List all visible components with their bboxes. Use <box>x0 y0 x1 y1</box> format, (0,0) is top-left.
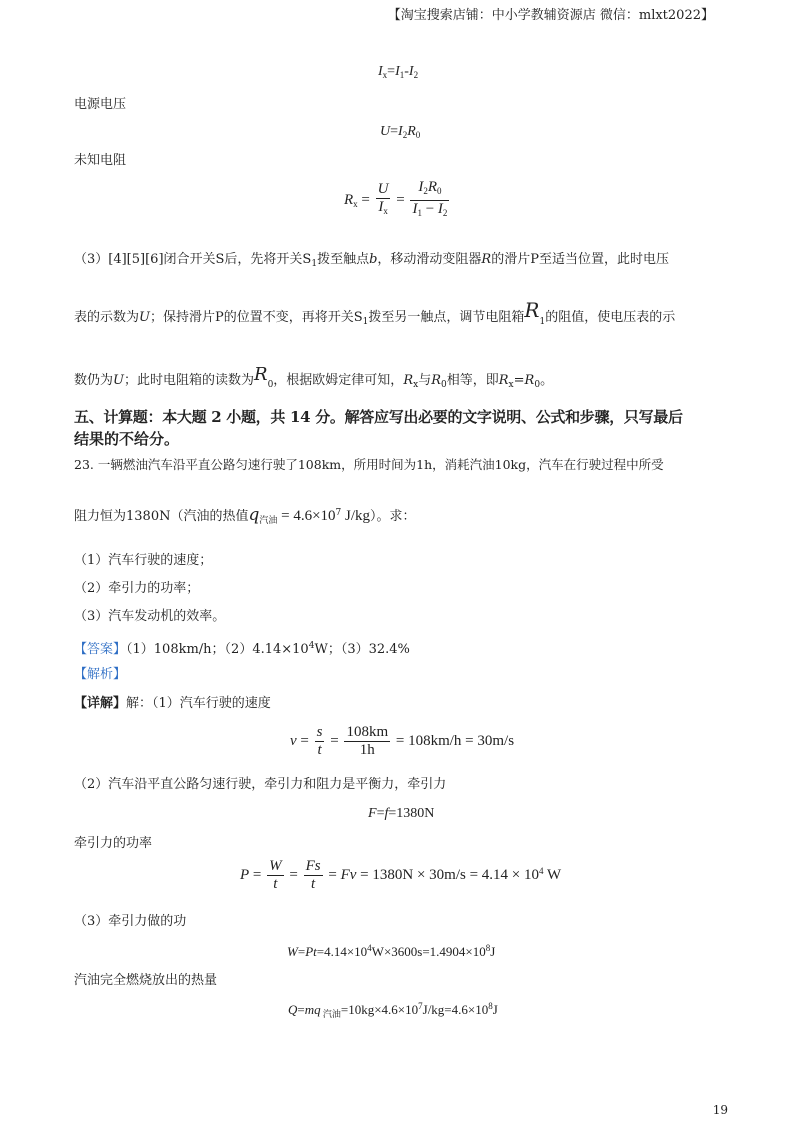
answer-line: 【答案】（1）108km/h；$(2)4.14\times 10^4W$；（3）32.4% <box>74 641 410 657</box>
equation-ix: $I_x=I_1-I_2$ <box>378 64 419 80</box>
section-title-line-1: 五、计算题：本大题 2 小题，共 14 分。解答应写出必要的文字说明、公式和步骤，只写最后 <box>74 408 683 426</box>
question-23-sub-3: （3）汽车发动机的效率。 <box>74 609 226 624</box>
label-unknown-resistance: 未知电阻 <box>74 153 127 168</box>
fraction-u-over-ix: $\frac{U}{I_x}$ <box>377 181 389 216</box>
equation-power: P = $\frac{W}{t}$ = $\frac{Fs}{t}$ = $Fv = 1380N \times 30m/s = 4.14 \times 10^4$ W <box>240 858 562 892</box>
equation-u: $U=I_2R_0$ <box>380 124 421 140</box>
paragraph-3-line-1: （3）[4][5][6]闭合开关S后，先将开关$S_1$拨至触点b，移动滑动变阻器R的滑片P至适当位置，此时电压 <box>74 252 669 269</box>
equation-rx: $R_x$ = $\frac{U}{I_x}$ = $\frac{I_2R_0}{I_1 - I_2}$ <box>344 179 451 222</box>
header-shop-text: 【淘宝搜索店铺：中小学教辅资源店 微信：mlxt2022】 <box>387 8 714 23</box>
paragraph-3-line-2: 表的示数为U；保持滑片P的位置不变，再将开关$S_1$拨至另一触点，调节电阻箱$R_1$的阻值，使电压表的示 <box>74 298 676 327</box>
fraction-w-over-t: $\frac{W}{t}$ <box>269 858 282 892</box>
fraction-i2r0-over-i1-minus-i2: $\frac{I_2R_0}{I_1 - I_2}$ <box>412 179 448 218</box>
question-23-line-2: 阻力恒为1380N（汽油的热值$q_{汽油} = 4.6\times 10^7$ J/kg）。求： <box>74 505 416 526</box>
fraction-fs-over-t: $\frac{Fs}{t}$ <box>305 858 321 892</box>
equation-heat: Q=mq $_{汽油}=10kg\times 4.6\times 10^7J/kg=4.6\times 10^8J$ <box>288 1001 498 1019</box>
equation-work: $W=Pt=4.14\times 10^4W\times 3600s=1.4904\times 10^8J$ <box>287 943 496 959</box>
detail-line: 【详解】解：（1）汽车行驶的速度 <box>74 696 271 711</box>
traction-work-line: （3）牵引力做的功 <box>74 914 187 929</box>
analysis-label: 【解析】 <box>74 667 127 682</box>
label-heat-released: 汽油完全燃烧放出的热量 <box>74 973 218 988</box>
label-traction-power: 牵引力的功率 <box>74 836 153 851</box>
question-23-sub-2: （2）牵引力的功率； <box>74 581 200 596</box>
label-power-voltage: 电源电压 <box>74 97 127 112</box>
equation-force: F=f=1380N <box>368 806 435 821</box>
fraction-s-over-t: $\frac{s}{t}$ <box>316 724 323 758</box>
question-23-sub-1: （1）汽车行驶的速度； <box>74 553 213 568</box>
answer-label: 【答案】 <box>74 642 127 657</box>
page-number: 19 <box>712 1103 728 1117</box>
equation-speed: v = $\frac{s}{t}$ = $\frac{108km}{1h}$ = 108km/h = 30m/s <box>290 724 515 758</box>
fraction-108km-over-1h: $\frac{108km}{1h}$ <box>346 724 389 758</box>
question-23-line-1: 23. 一辆燃油汽车沿平直公路匀速行驶了108km，所用时间为1h，消耗汽油10kg，汽车在行驶过程中所受 <box>74 457 664 472</box>
detail-label: 【详解】 <box>74 696 127 711</box>
section-title-line-2: 结果的不给分。 <box>74 430 180 448</box>
traction-force-line: （2）汽车沿平直公路匀速行驶，牵引力和阻力是平衡力，牵引力 <box>74 777 447 792</box>
paragraph-3-line-3: 数仍为U；此时电阻箱的读数为$R_0$，根据欧姆定律可知，$R_x$与$R_0$相等，即$R_x=R_0$。 <box>74 364 554 390</box>
